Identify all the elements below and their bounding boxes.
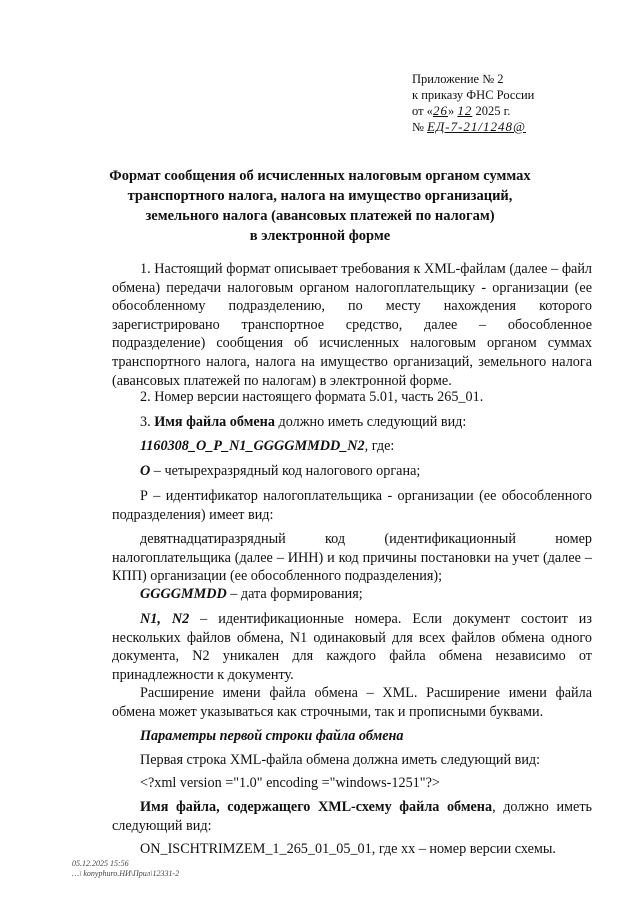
order-date: от «26» 12 2025 г.	[412, 103, 511, 118]
file-name-pattern: 1160308_O_P_N1_GGGGMMDD_N2, где:	[140, 438, 395, 454]
document-title: Формат сообщения об исчисленных налоговым органом суммах транспортного налога, налога на имущество организаций, земельного налога (авансовых платежей по налогам) в электронной форме	[109, 168, 531, 244]
section-heading: Параметры первой строки файла обмена	[140, 728, 404, 744]
handwritten-day: 26	[432, 103, 448, 118]
paragraph-n1-n2: N1, N2 – идентификационные номера. Если документ состоит из нескольких файлов обмена, N1 одинаковый для всех файлов обмена одного документа, N2 уникален для каждого файла обмена независимо от принадлежности к документу.	[112, 611, 592, 683]
paragraph-2: 2. Номер версии настоящего формата 5.01, часть 265_01.	[140, 389, 484, 405]
paragraph-first-line: Первая строка XML-файла обмена должна иметь следующий вид:	[140, 752, 541, 768]
xml-declaration: <?xml version ="1.0" encoding ="windows-1251"?>	[140, 775, 440, 791]
paragraph-date: GGGGMMDD – дата формирования;	[140, 586, 363, 602]
paragraph-inn-kpp: девятнадцатиразрядный код (идентификационный номер налогоплательщика (далее – ИНН) и код причины постановки на учет (далее – КПП) организации (ее обособленного подразделения);	[112, 531, 592, 585]
order-reference: к приказу ФНС России	[412, 88, 535, 102]
paragraph-extension: Расширение имени файла обмена – XML. Расширение имени файла обмена может указываться как строчными, так и прописными буквами.	[112, 685, 592, 720]
order-number: № ЕД-7-21/1248@	[412, 119, 527, 134]
appendix-line: Приложение № 2	[412, 72, 504, 86]
paragraph-3: 3. Имя файла обмена должно иметь следующий вид:	[140, 414, 467, 430]
handwritten-month: 12	[457, 103, 473, 118]
paragraph-p: Р – идентификатор налогоплательщика - организации (ее обособленного подразделения) имеет вид:	[112, 488, 592, 523]
paragraph-schema-name: Имя файла, содержащего XML-схему файла обмена, должно иметь следующий вид:	[112, 799, 593, 834]
appendix-header	[412, 71, 534, 135]
handwritten-number: ЕД-7-21/1248@	[427, 119, 527, 134]
paragraph-o: O – четырехразрядный код налогового органа;	[140, 463, 421, 479]
footer-stamp: 05.12.2025 15:56 …\ konyphuro.НИ\Прил\12331-2	[72, 859, 180, 878]
paragraph-1: 1. Настоящий формат описывает требования к XML-файлам (далее – файл обмена) передачи налоговым органом налогоплательщику - организации (ее обособленному подразделению, по месту нахождения которого зарегистрировано транспортное средство, далее – обособленное подразделение) сообщения об исчисленных налоговым органом суммах транспортного налога, налога на имущество организаций, земельного налога (авансовых платежей по налогам) в электронной форме.	[112, 261, 592, 389]
schema-file-name: ON_ISCHTRIMZEM_1_265_01_05_01, где хх – номер версии схемы.	[140, 841, 556, 857]
